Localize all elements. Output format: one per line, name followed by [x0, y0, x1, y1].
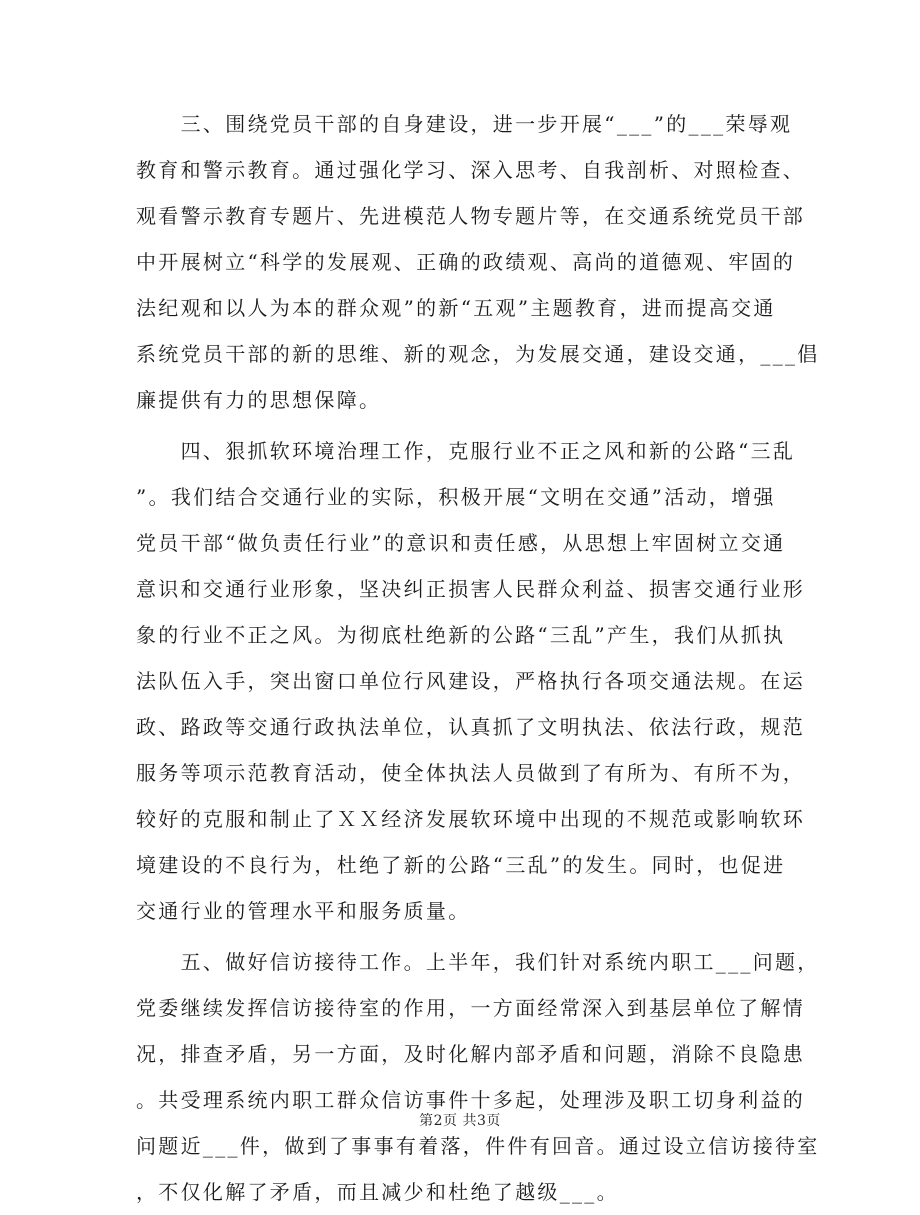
text-line: 党员干部“做负责任行业”的意识和责任感，从思想上牢固树立交通 — [136, 531, 786, 555]
paragraph-3 — [136, 101, 820, 423]
text-line: 服务等项示范教育活动，使全体执法人员做到了有所为、有所不为， — [136, 761, 805, 785]
text-line: 况，排查矛盾，另一方面，及时化解内部矛盾和问题，消除不良隐患 — [136, 1042, 805, 1066]
page-footer: 第2页 共3页 — [419, 1113, 501, 1129]
text-line: 廉提供有力的思想保障。 — [136, 388, 382, 412]
text-line: 三、围绕党员干部的自身建设，进一步开展“___”的___荣辱观 — [136, 112, 793, 136]
text-line: 境建设的不良行为，杜绝了新的公路“三乱”的发生。同时，也促进 — [136, 853, 786, 877]
text-line: 法纪观和以人为本的群众观”的新“五观”主题教育，进而提高交通 — [136, 296, 776, 320]
text-line: 问题近___件，做到了事事有着落，件件有回音。通过设立信访接待室 — [136, 1134, 820, 1158]
paragraph-4 — [136, 428, 805, 934]
document-body — [136, 101, 820, 1215]
text-line: ，不仅化解了矛盾，而且减少和杜绝了越级___。 — [136, 1180, 619, 1204]
text-line: 象的行业不正之风。为彻底杜绝新的公路“三乱”产生，我们从抓执 — [136, 623, 786, 647]
paragraph-5 — [136, 939, 820, 1215]
text-line: 五、做好信访接待工作。上半年，我们针对系统内职工___问题， — [136, 950, 820, 974]
text-line: 系统党员干部的新的思维、新的观念，为发展交通，建设交通，___倡 — [136, 342, 820, 366]
text-line: 中开展树立“科学的发展观、正确的政绩观、高尚的道德观、牢固的 — [136, 250, 796, 274]
text-line: 交通行业的管理水平和服务质量。 — [136, 899, 471, 923]
text-line: 观看警示教育专题片、先进模范人物专题片等，在交通系统党员干部 — [136, 204, 805, 228]
text-line: 法队伍入手，突出窗口单位行风建设，严格执行各项交通法规。在运 — [136, 669, 805, 693]
text-line: 意识和交通行业形象，坚决纠正损害人民群众利益、损害交通行业形 — [136, 577, 805, 601]
text-line: 。共受理系统内职工群众信访事件十多起，处理涉及职工切身利益的 — [136, 1088, 805, 1112]
text-line: ”。我们结合交通行业的实际，积极开展“文明在交通”活动，增强 — [136, 485, 776, 509]
text-line: 党委继续发挥信访接待室的作用，一方面经常深入到基层单位了解情 — [136, 996, 805, 1020]
text-line: 政、路政等交通行政执法单位，认真抓了文明执法、依法行政，规范 — [136, 715, 805, 739]
text-line: 较好的克服和制止了ＸＸ经济发展软环境中出现的不规范或影响软环 — [136, 807, 805, 831]
text-line: 四、狠抓软环境治理工作，克服行业不正之风和新的公路“三乱 — [136, 439, 796, 463]
text-line: 教育和警示教育。通过强化学习、深入思考、自我剖析、对照检查、 — [136, 158, 805, 182]
